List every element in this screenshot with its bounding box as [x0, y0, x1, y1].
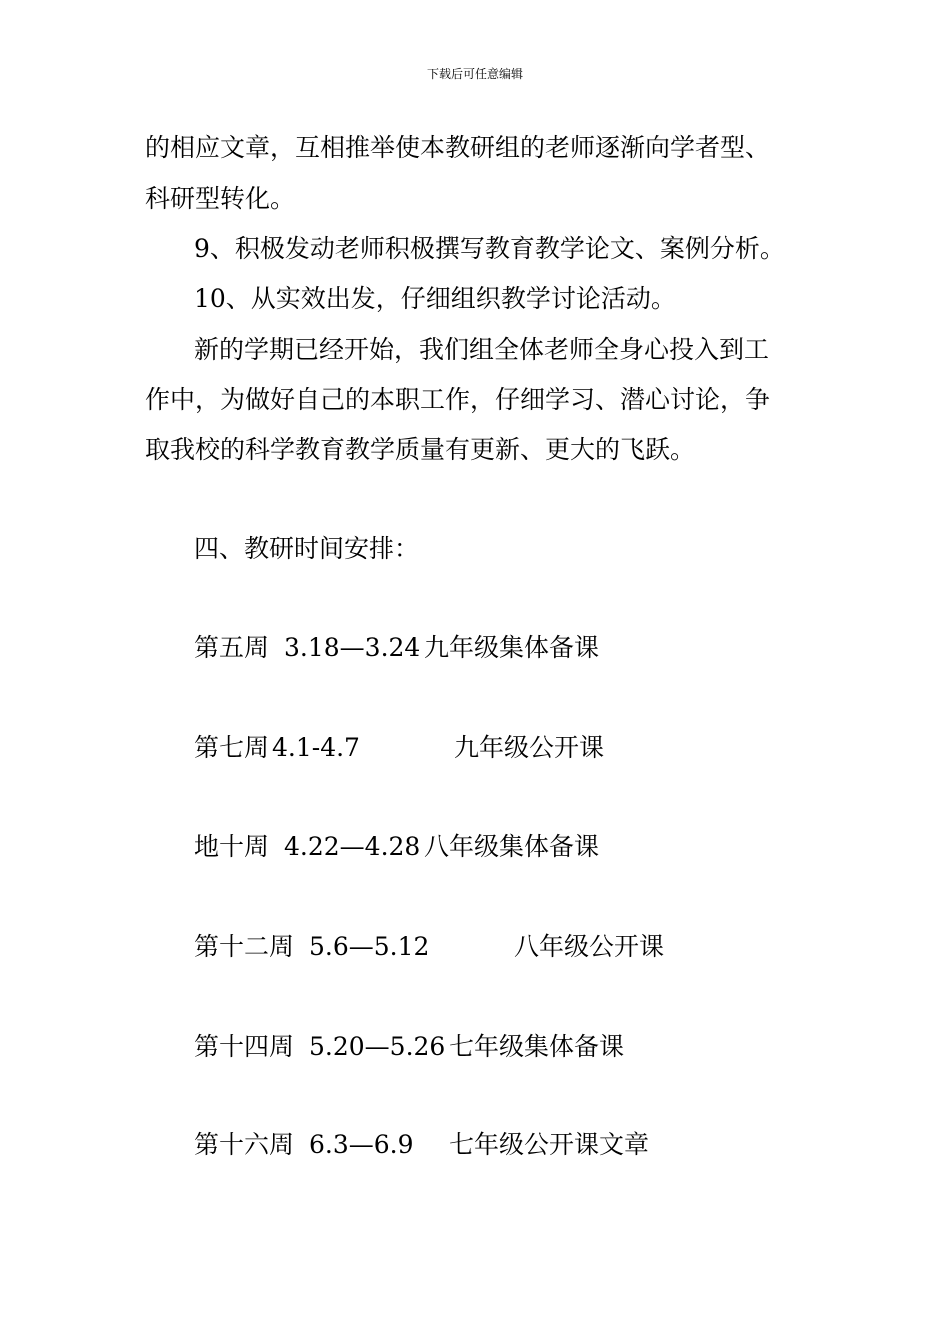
schedule-week: 第十二周: [194, 932, 295, 961]
schedule-week: 第十六周: [194, 1130, 295, 1159]
schedule-dates: 6.3—6.9: [309, 1130, 414, 1159]
schedule-dates: 5.6—5.12: [309, 932, 430, 961]
paragraph-line: 取我校的科学教育教学质量有更新、更大的飞跃。: [145, 435, 696, 464]
schedule-row: [194, 1130, 650, 1160]
schedule-row: [194, 832, 600, 862]
schedule-activity: 七年级集体备课: [449, 1032, 625, 1061]
schedule-activity: 九年级集体备课: [424, 633, 600, 662]
schedule-week: 地十周: [194, 832, 270, 861]
schedule-dates: 4.22—4.28: [284, 832, 421, 861]
schedule-row: [194, 633, 600, 663]
list-item-9: 9、积极发动老师积极撰写教育教学论文、案例分析。: [194, 234, 785, 263]
paragraph-line: 的相应文章，互相推举使本教研组的老师逐渐向学者型、: [145, 133, 771, 162]
schedule-week: 第七周: [194, 733, 270, 762]
schedule-week: 第五周: [194, 633, 270, 662]
schedule-activity: 八年级集体备课: [424, 832, 600, 861]
schedule-activity: 七年级公开课文章: [449, 1130, 650, 1159]
schedule-dates: 3.18—3.24: [284, 633, 421, 662]
page-header: 下载后可任意编辑: [426, 67, 523, 81]
schedule-activity: 八年级公开课: [514, 932, 665, 961]
schedule-row: [194, 733, 605, 763]
paragraph-line: 作中，为做好自己的本职工作，仔细学习、潜心讨论，争: [145, 385, 771, 414]
paragraph-line: 新的学期已经开始，我们组全体老师全身心投入到工: [194, 335, 770, 364]
schedule-week: 第十四周: [194, 1032, 295, 1061]
schedule-dates: 4.1-4.7: [272, 733, 360, 762]
schedule-row: [194, 1032, 625, 1062]
paragraph-line: 科研型转化。: [145, 184, 296, 213]
schedule-dates: 5.20—5.26: [309, 1032, 446, 1061]
list-item-10: 10、从实效出发，仔细组织教学讨论活动。: [194, 284, 676, 313]
schedule-activity: 九年级公开课: [454, 733, 605, 762]
schedule-row: [194, 932, 665, 962]
section-title: 四、教研时间安排：: [194, 534, 420, 563]
